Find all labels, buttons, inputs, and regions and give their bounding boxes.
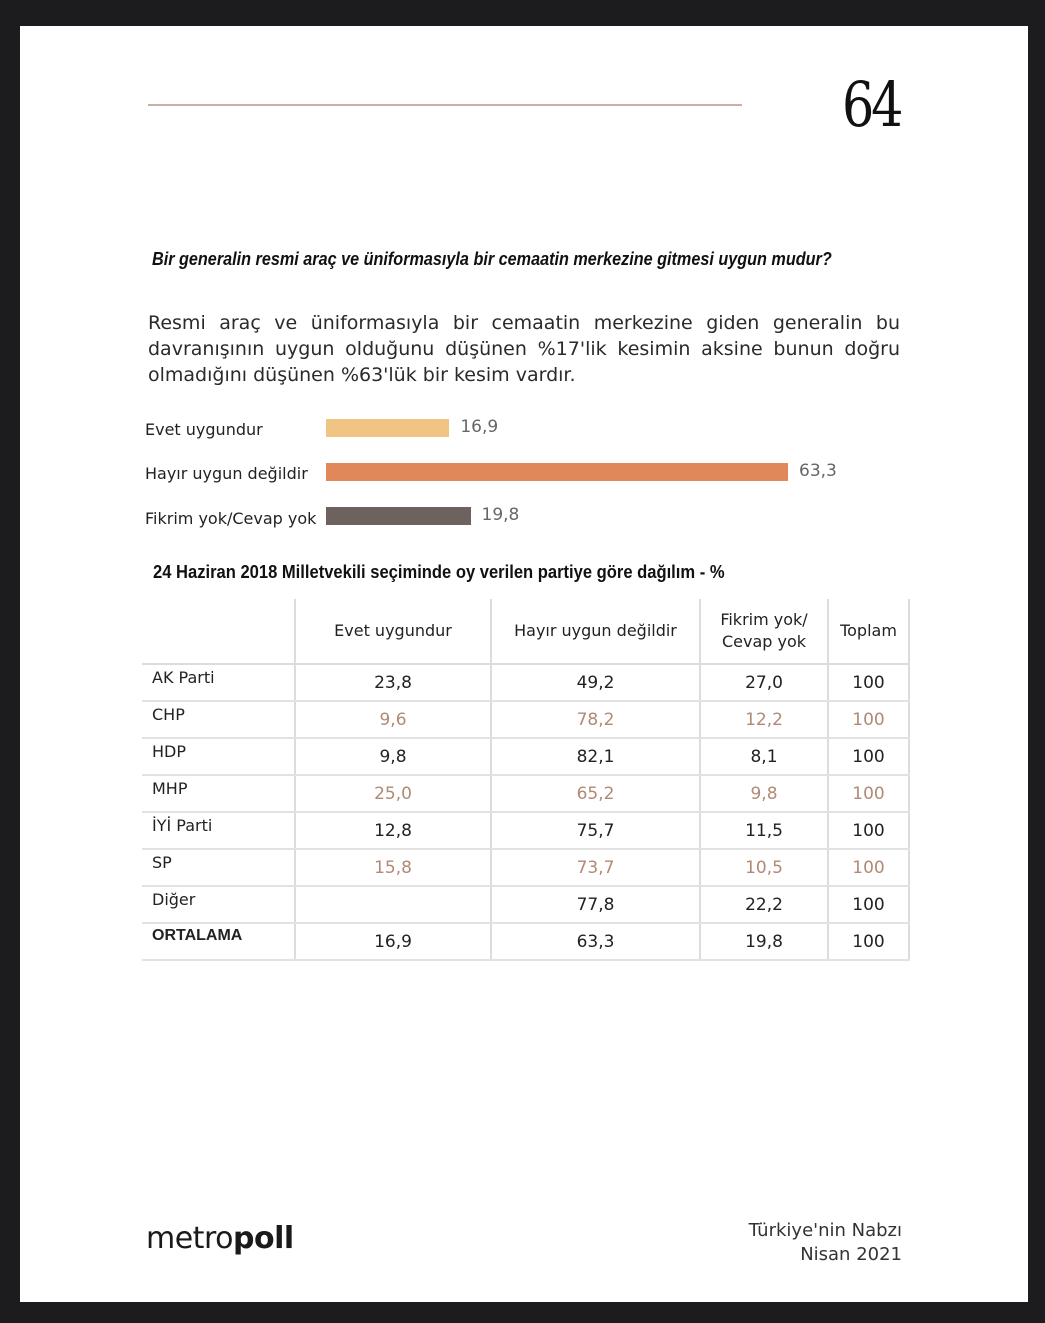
cell-party: Diğer	[142, 886, 295, 923]
header-rule	[148, 104, 742, 106]
header-toplam: Toplam	[828, 599, 909, 664]
bar-value-label: 16,9	[460, 417, 499, 437]
cell-fikrim-yok: 12,2	[700, 701, 828, 738]
cell-toplam: 100	[828, 775, 909, 812]
cell-evet	[295, 886, 491, 923]
cell-party: AK Parti	[142, 664, 295, 701]
table-row	[142, 886, 909, 923]
header-fikrim-yok-line2: Cevap yok	[721, 632, 807, 651]
cell-toplam: 100	[828, 923, 909, 960]
logo-bold: poll	[232, 1221, 294, 1256]
summary-paragraph: Resmi araç ve üniformasıyla bir cemaatin merkezine giden generalin bu davranışının uygun olduğunu düşünen %17'lik kesimin aksine bunun doğru olmadığını düşünen %63'lük bir kesim vardır.	[148, 312, 900, 386]
cell-evet: 25,0	[295, 775, 491, 812]
table-row	[142, 775, 909, 812]
cell-evet: 16,9	[295, 923, 491, 960]
header-fikrim-yok	[700, 599, 828, 664]
table-row	[142, 812, 909, 849]
logo-light: metro	[146, 1221, 233, 1256]
report-page	[20, 26, 1028, 1302]
cell-toplam: 100	[828, 664, 909, 701]
cell-toplam: 100	[828, 812, 909, 849]
cell-party: HDP	[142, 738, 295, 775]
bar	[326, 419, 449, 437]
bar	[326, 507, 471, 525]
table-row	[142, 849, 909, 886]
survey-question: Bir generalin resmi araç ve üniformasıyla bir cemaatin merkezine gitmesi uygun mudur?	[152, 249, 832, 269]
cell-hayir: 75,7	[491, 812, 700, 849]
cell-party: ORTALAMA	[142, 923, 295, 960]
metropoll-logo	[146, 1221, 294, 1256]
table-header-row	[142, 599, 909, 664]
header-fikrim-yok-line1: Fikrim yok/	[720, 610, 808, 629]
cell-hayir: 82,1	[491, 738, 700, 775]
header-hayir: Hayır uygun değildir	[491, 599, 700, 664]
cell-evet: 9,6	[295, 701, 491, 738]
table-row	[142, 701, 909, 738]
cell-evet: 12,8	[295, 812, 491, 849]
cell-hayir: 77,8	[491, 886, 700, 923]
cell-fikrim-yok: 10,5	[700, 849, 828, 886]
header-party	[142, 599, 295, 664]
cell-fikrim-yok: 19,8	[700, 923, 828, 960]
response-bar-chart	[20, 411, 1028, 541]
header-evet: Evet uygundur	[295, 599, 491, 664]
table-row	[142, 664, 909, 701]
cell-party: CHP	[142, 701, 295, 738]
cell-hayir: 63,3	[491, 923, 700, 960]
table-row	[142, 738, 909, 775]
cell-party: MHP	[142, 775, 295, 812]
cell-fikrim-yok: 27,0	[700, 664, 828, 701]
bar-value-label: 19,8	[481, 505, 520, 525]
publication-name: Türkiye'nin Nabzı	[748, 1220, 902, 1241]
cell-evet: 9,8	[295, 738, 491, 775]
bar-category-label: Hayır uygun değildir	[145, 464, 308, 483]
cell-fikrim-yok: 22,2	[700, 886, 828, 923]
cell-hayir: 49,2	[491, 664, 700, 701]
cell-toplam: 100	[828, 738, 909, 775]
party-distribution-table	[142, 599, 910, 961]
cell-toplam: 100	[828, 701, 909, 738]
cell-hayir: 73,7	[491, 849, 700, 886]
cell-fikrim-yok: 11,5	[700, 812, 828, 849]
bar-value-label: 63,3	[799, 461, 837, 481]
cell-toplam: 100	[828, 849, 909, 886]
footer-publication	[749, 1219, 902, 1267]
cell-fikrim-yok: 8,1	[700, 738, 828, 775]
bar	[326, 463, 788, 481]
bar-category-label: Evet uygundur	[145, 420, 263, 439]
publication-date: Nisan 2021	[800, 1244, 902, 1265]
cell-party: SP	[142, 849, 295, 886]
cell-hayir: 65,2	[491, 775, 700, 812]
cell-evet: 15,8	[295, 849, 491, 886]
average-row	[142, 923, 909, 960]
cell-fikrim-yok: 9,8	[700, 775, 828, 812]
cell-hayir: 78,2	[491, 701, 700, 738]
cell-evet: 23,8	[295, 664, 491, 701]
cell-toplam: 100	[828, 886, 909, 923]
cell-party: İYİ Parti	[142, 812, 295, 849]
table-title: 24 Haziran 2018 Milletvekili seçiminde oy verilen partiye göre dağılım - %	[153, 562, 725, 582]
page-number: 64	[842, 68, 901, 141]
bar-category-label: Fikrim yok/Cevap yok	[145, 509, 317, 528]
